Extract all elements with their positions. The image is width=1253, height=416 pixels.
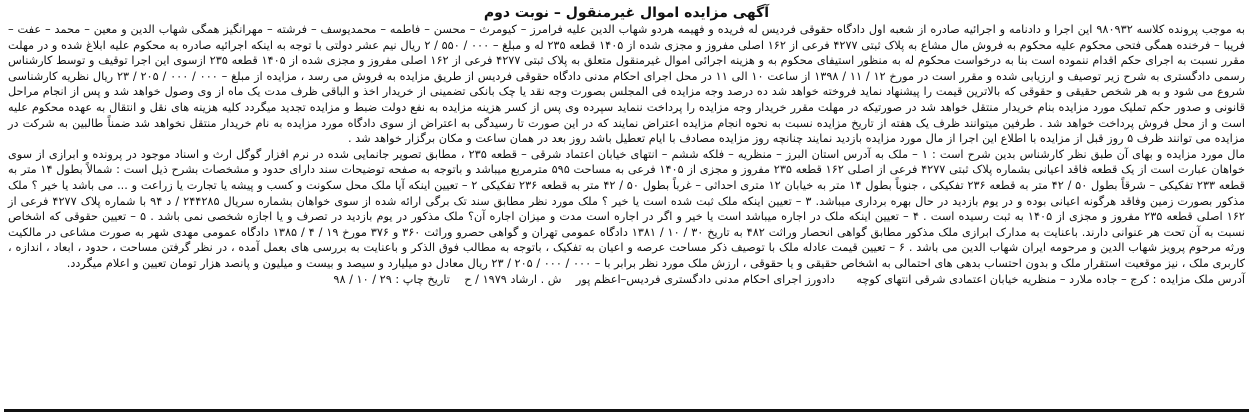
- notice-title: آگهی مزایده اموال غیرمنقول – نوبت دوم: [483, 5, 770, 21]
- notice-footer: [8, 272, 1245, 288]
- notice-paragraph-property-description: مال مورد مزایده و بهای آن طبق نظر کارشناس بدین شرح است : ۱ – ملک به آدرس استان البرز – منظریه – فلکه ششم – انتهای خیابان اعتماد شرقی – قطعه ۲۳۵ ، مطابق تصویر جانمایی شده در نرم افزار گوگل ارث و اسناد موجود در پرونده و ابرازی از سوی خواهان عبارت است از یک قطعه فاقد اعیانی بشماره پلاک ثبتی ۴۲۷۷ فرعی از اصلی ۱۶۲ قطعه ۲۳۵ مفروز و مجزی از ۱۴۰۵ فرعی به مساحت ۵۹۵ مترمربع میباشد و باتوجه به صفحه توضیحات سند دارای حدود و مشخصات بشرح ذیل است : شمالاً بطول ۱۴ متر به قطعه ۲۳۳ تفکیکی – شرقاً بطول ۵۰ / ۴۲ متر به قطعه ۲۳۶ تفکیکی ، جنوباً بطول ۱۴ متر به خیابان ۱۲ متری احداثی – غرباً بطول ۵۰ / ۴۲ متر به قطعه ۲۳۶ تفکیکی ۲ – تعیین اینکه آیا ملک محل سکونت و کسب و پیشه یا تجارت یا زراعت و ... می باشد یا خیر ؟ ملک مذکور بصورت زمین وفاقد هرگونه اعیانی بوده و در یوم بازدید در حال بهره برداری میباشد. ۳ – تعیین اینکه ملک ثبت شده است یا خیر ؟ ملک مورد نظر مطابق سند تک برگی ارائه شده از سوی خواهان بشماره سریال ۲۴۴۲۸۵ / د ۹۴ با شماره پلاک ۴۲۷۷ فرعی از ۱۶۲ اصلی قطعه ۲۳۵ مفروز و مجزی از ۱۴۰۵ به ثبت رسیده است . ۴ – تعیین اینکه ملک در اجاره میباشد است یا خیر و اگر در اجاره است مدت و میزان اجاره آن؟ ملک مذکور در یوم بازدید در تصرف و یا اجازه شخصی نمی باشد . ۵ – تعیین حقوقی که اشخاص نسبت به آن تحت هر عنوانی دارند. باعنایت به مدارک ابرازی ملک مذکور مطابق گواهی انحصار وراثت ۴۸۲ به تاریخ ۳۰ / ۱۰ / ۱۳۸۱ دادگاه عمومی تهران و گواهی حصرو وراثت ۳۶۰ و ۳۷۶ مورخ ۱۹ / ۴ / ۱۳۸۵ دادگاه عمومی مهدی شهر به صورت مشاعی در مالکیت ورثه مرحوم پرویز شهاب الدین و مرحومه ایران شهاب الدین می باشد . ۶ – تعیین قیمت عادله ملک با توصیف ذکر مساحت عرصه و اعیان به تفکیک ، باتوجه به مطالب فوق الذکر و باعنایت به بررسی های بعمل آمده ، در نظر گرفتن مساحت ، حدود ، ابعاد ، اندازه ، کاربری ملک ، نیز موقعیت استقرار ملک و بدون احتساب بدهی های احتمالی به اشخاص حقیقی و یا حقوقی ، ارزش ملک مورد نظر برابر با – ۰۰۰ / ۰۰۰ / ۲۰۵ / ۲۳ ریال معادل دو میلیارد و سیصد و بیست و میلیون و پانصد هزار تومان تعیین و اعلام میگردد.: [8, 147, 1246, 270]
- print-date: تاریخ چاپ : ۲۹ / ۱۰ / ۹۸: [333, 272, 450, 286]
- ershad-number: ش . ارشاد ۱۹۷۹ / ح: [464, 272, 562, 286]
- signatory: دادورز اجرای احکام مدنی دادگستری فردیس–اعظم پور: [575, 272, 835, 286]
- property-address: آدرس ملک مزایده : کرج – جاده ملارد – منظریه خیابان اعتمادی شرقی انتهای کوچه: [856, 272, 1245, 286]
- notice-paragraph-auction-terms: به موجب پرونده کلاسه ۹۸۰۹۳۲ این اجرا و دادنامه و اجرائیه صادره از شعبه اول دادگاه حقوقی فردیس له فریده و فهیمه هردو شهاب الدین علیه فرامرز – کیومرث – محسن – فاطمه – محمدیوسف – فرشته – مهرانگیز همگی شهاب الدین و معین – محمد – عفت – فریبا – فرخنده همگی فتحی محکوم علیه محکوم به فروش مال مشاع به پلاک ثبتی ۴۲۷۷ فرعی از ۱۶۲ اصلی مفروز و مجزی شده از ۱۴۰۵ قطعه ۲۳۵ له و مبلغ – ۰۰۰ / ۵۵۰ / ۲ ریال نیم عشر دولتی با توجه به اینکه اجرائیه صادره به محکوم علیه ابلاغ شده و در مهلت مقرر نسبت به اجرای حکم اقدام ننموده است بنا به درخواست محکوم له به منظور استیفای محکوم به و هزینه اجرائی اموال غیرمنقول متعلق به پلاک ثبتی ۴۲۷۷ فرعی از ۱۶۲ اصلی مفروز و مجزی شده از ۱۴۰۵ قطعه ۲۳۵ ازسوی این اجرا توقیف و توسط کارشناس رسمی دادگستری به شرح زیر توصیف و ارزیابی شده و مقرر است در مورخ ۱۲ / ۱۱ / ۱۳۹۸ از ساعت ۱۰ الی ۱۱ در محل اجرای احکام مدنی دادگاه حقوقی فردیس از طریق مزایده به فروش می رسد ، مزایده از مبلغ – ۰۰۰ / ۰۰۰ / ۲۰۵ / ۲۳ ریال نظریه کارشناسی شروع می شود و به هر شخص حقیقی و حقوقی که بالاترین قیمت را پیشنهاد نماید فروخته خواهد شد ده درصد وجه مزایده فی المجلس بصورت وجه نقد یا چک بانکی تضمینی از خریدار اخذ و الباقی ظرف مدت یک ماه از وی وصول خواهد شد و پس از انجام مراحل قانونی و صدور حکم تملیک مورد مزایده بنام خریدار منتقل خواهد شد در صورتیکه در مهلت مقرر خریدار وجه مزایده را پرداخت ننماید سپرده وی پس از کسر هزینه مزایده به نفع دولت ضبط و مزایده تجدید میگردد کلیه هزینه های نقل و انتقال به عهده محکوم علیه است و از محل فروش پرداخت خواهد شد . طرفین میتوانند ظرف یک هفته از تاریخ مزایده نسبت به نحوه انجام مزایده اعتراض نمایند که در این صورت تا رسیدگی به اعتراض از سوی دادگاه مورد مزایده به نام خریدار منتقل نخواهد شد ضمناً طالبین به شرکت در مزایده می توانند ظرف ۵ روز قبل از مزایده با اطلاع این اجرا از مال مورد مزایده بازدید نمایند چنانچه روز مزایده مصادف با ایام تعطیل باشد روز بعد در همان ساعت و مکان برگزار خواهد شد .: [8, 23, 1246, 146]
- bottom-divider: [4, 409, 1249, 412]
- notice-body: [8, 22, 1245, 287]
